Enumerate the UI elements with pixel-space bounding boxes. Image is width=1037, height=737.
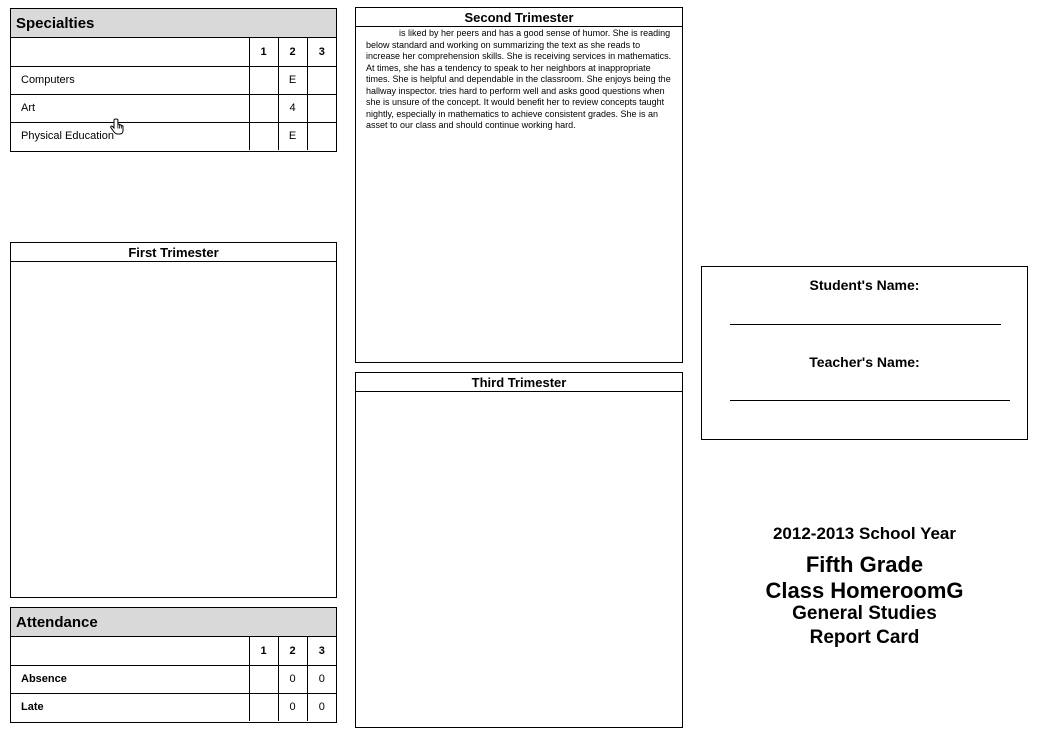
- specialties-table: [11, 38, 336, 150]
- col-header-1: 1: [249, 637, 278, 665]
- table-row: [11, 66, 336, 94]
- col-header-1: 1: [249, 38, 278, 66]
- grade-cell: [307, 122, 336, 150]
- attendance-cell: 0: [278, 693, 307, 721]
- specialties-header-row: [11, 38, 336, 66]
- table-row: [11, 665, 336, 693]
- row-label: Physical Education: [11, 122, 249, 150]
- attendance-panel: [10, 607, 337, 723]
- row-label: Computers: [11, 66, 249, 94]
- attendance-cell: 0: [307, 665, 336, 693]
- specialties-title: Specialties: [11, 9, 336, 38]
- school-year: 2012-2013 School Year: [772, 524, 957, 543]
- hand-pointer-icon: [108, 118, 126, 136]
- third-trimester-panel: [355, 372, 683, 728]
- report-card-title: Report Card: [809, 627, 920, 648]
- second-trimester-title: Second Trimester: [356, 8, 682, 27]
- names-panel: [701, 266, 1028, 440]
- grade-cell: [249, 94, 278, 122]
- attendance-cell: [249, 665, 278, 693]
- col-header-3: 3: [307, 637, 336, 665]
- grade-cell: [307, 94, 336, 122]
- third-trimester-title: Third Trimester: [356, 373, 682, 392]
- attendance-cell: 0: [307, 693, 336, 721]
- attendance-title: Attendance: [11, 608, 336, 637]
- student-name-line: [730, 324, 1001, 325]
- attendance-label-header: [11, 637, 249, 665]
- grade-cell: E: [278, 66, 307, 94]
- second-trimester-panel: [355, 7, 683, 363]
- specialties-label-header: [11, 38, 249, 66]
- attendance-cell: 0: [278, 665, 307, 693]
- class-title: Class HomeroomG: [765, 578, 964, 603]
- col-header-2: 2: [278, 38, 307, 66]
- teacher-name-label: Teacher's Name:: [809, 354, 920, 370]
- row-label: Absence: [11, 665, 249, 693]
- first-trimester-title: First Trimester: [11, 243, 336, 262]
- grade-title: Fifth Grade: [805, 552, 924, 577]
- col-header-3: 3: [307, 38, 336, 66]
- teacher-name-line: [730, 400, 1010, 401]
- grade-cell: [307, 66, 336, 94]
- first-trimester-comment: [11, 262, 336, 263]
- attendance-header-row: [11, 637, 336, 665]
- grade-cell: [249, 122, 278, 150]
- second-trimester-comment: is liked by her peers and has a good sense of humor. She is reading below standard and working on summarizing the text as she reads to increase her comprehension skills. She is receiving services in mathematics. At times, she has a tendency to speak to her neighbors at inappropriate times. She is helpful and dependable in the classroom. She enjoys being the hallway inspector. tries hard to perform well and asks good questions when she is unsure of the concept. It would benefit her to review concepts taught nightly, especially in mathematics to achieve consistent grades. She is an asset to our class and should continue working hard.: [366, 28, 672, 130]
- attendance-table: [11, 637, 336, 721]
- table-row: [11, 693, 336, 721]
- row-label: Late: [11, 693, 249, 721]
- table-row: [11, 94, 336, 122]
- first-trimester-panel: [10, 242, 337, 598]
- specialties-panel: [10, 8, 337, 152]
- col-header-2: 2: [278, 637, 307, 665]
- grade-cell: [249, 66, 278, 94]
- program-title: General Studies: [792, 603, 937, 624]
- attendance-cell: [249, 693, 278, 721]
- grade-cell: 4: [278, 94, 307, 122]
- third-trimester-comment: [356, 392, 682, 393]
- student-name-label: Student's Name:: [809, 277, 920, 293]
- table-row: [11, 122, 336, 150]
- grade-cell: E: [278, 122, 307, 150]
- row-label: Art: [11, 94, 249, 122]
